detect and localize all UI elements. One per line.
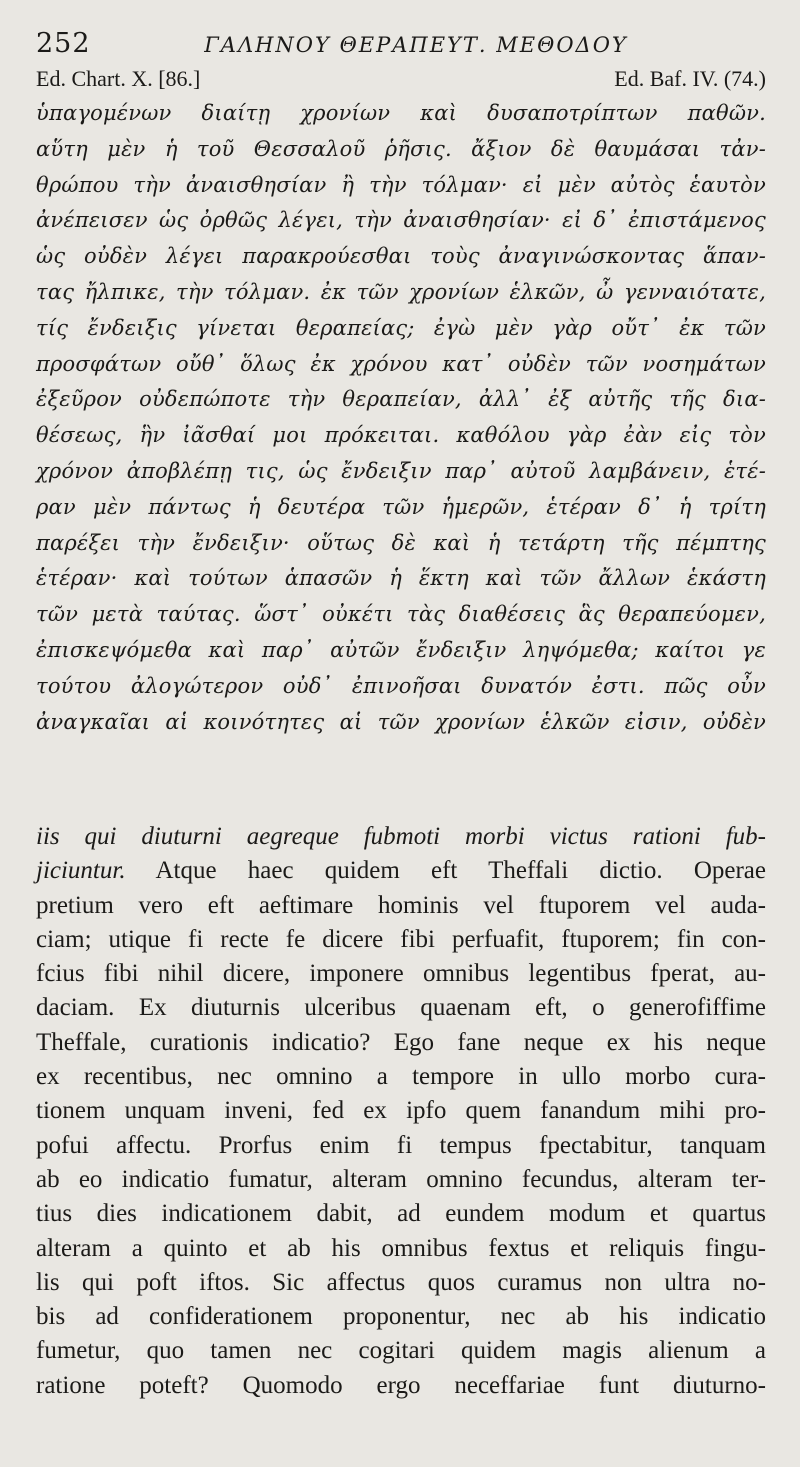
greek-text-line: ἐξεῦρον οὐδεπώποτε τὴν θεραπείαν, ἀλλ᾽ ἐξ αὐτῆς τῆς δια-: [36, 387, 766, 412]
latin-roman-segment: fumetur, quo tamen nec cogitari quidem magis alienum a: [36, 1337, 766, 1365]
greek-text-line: ραν μὲν πάντως ἡ δευτέρα τῶν ἡμερῶν, ἑτέραν δ᾽ ἡ τρίτη: [36, 494, 766, 519]
latin-text-line: [36, 1300, 766, 1334]
running-title: ΓΑΛΗΝΟΥ ΘΕΡΑΠΕΥΤ. ΜΕΘΟΔΟΥ: [204, 33, 628, 57]
latin-text-line: [36, 820, 766, 854]
latin-text-line: [36, 991, 766, 1025]
latin-roman-segment: ex recentibus, nec omnino a tempore in ullo morbo cura-: [36, 1063, 766, 1091]
greek-text-line: τῶν μετὰ ταύτας. ὥστ᾽ οὐκέτι τὰς διαθέσεις ἃς θεραπεύομεν,: [36, 602, 766, 627]
latin-text-line: [36, 1026, 766, 1060]
latin-roman-segment: alteram a quinto et ab his omnibus fextus et reliquis fingu-: [36, 1234, 766, 1262]
latin-roman-segment: daciam. Ex diuturnis ulceribus quaenam eft, o generofiffime: [36, 994, 766, 1022]
latin-roman-segment: ciam; utique fi recte fe dicere fibi perfuafit, ftuporem; fin con-: [36, 925, 766, 953]
greek-text-line: ὡς οὐδὲν λέγει παρακρούεσθαι τοὺς ἀναγινώσκοντας ἅπαν-: [36, 244, 766, 269]
latin-text-line: [36, 1232, 766, 1266]
greek-text-line: ἀναγκαῖαι αἱ κοινότητες αἱ τῶν χρονίων ἑλκῶν εἰσιν, οὐδὲν: [36, 709, 766, 734]
latin-roman-segment: ratione poteft? Quomodo ergo neceffariae funt diuturno-: [36, 1371, 766, 1399]
greek-text-line: θέσεως, ἣν ἰᾶσθαί μοι πρόκειται. καθόλου γὰρ ἐὰν εἰς τὸν: [36, 423, 766, 448]
latin-text-line: [36, 1060, 766, 1094]
greek-text-line: αὕτη μὲν ἡ τοῦ Θεσσαλοῦ ῥῆσις. ἄξιον δὲ θαυμάσαι τἀν-: [36, 136, 766, 161]
greek-text-line: ὑπαγομένων διαίτῃ χρονίων καὶ δυσαποτρίπτων παθῶν.: [36, 101, 766, 125]
latin-roman-segment: tius dies indicationem dabit, ad eundem modum et quartus: [36, 1200, 766, 1228]
latin-text-line: [36, 1334, 766, 1368]
latin-roman-segment: ab eo indicatio fumatur, alteram omnino fecundus, alteram ter-: [36, 1165, 766, 1193]
latin-text-line: [36, 1197, 766, 1231]
greek-text-line: τίς ἔνδειξις γίνεται θεραπείας; ἐγὼ μὲν γὰρ οὔτ᾽ ἐκ τῶν: [36, 315, 766, 340]
greek-text-line: τας ἤλπικε, τὴν τόλμαν. ἐκ τῶν χρονίων ἑλκῶν, ὦ γενναιότατε,: [36, 279, 766, 304]
running-head: [36, 28, 766, 64]
latin-translation-column: [36, 820, 766, 1403]
latin-text-line: [36, 1369, 766, 1403]
edition-references: [36, 64, 766, 94]
latin-roman-segment: Theffale, curationis indicatio? Ego fane neque ex his neque: [36, 1028, 766, 1056]
greek-text-line: χρόνον ἀποβλέπῃ τις, ὡς ἔνδειξιν παρ᾽ αὐτοῦ λαμβάνειν, ἑτέ-: [36, 458, 766, 483]
latin-italic-segment: iis qui diuturni aegreque fubmoti morbi victus rationi fub-: [36, 823, 766, 850]
greek-text-line: θρώπου τὴν ἀναισθησίαν ἢ τὴν τόλμαν· εἰ μὲν αὐτὸς ἑαυτὸν: [36, 172, 766, 197]
latin-text-line: [36, 1129, 766, 1163]
greek-text-line: προσφάτων οὔθ᾽ ὅλως ἐκ χρόνου κατ᾽ οὐδὲν τῶν νοσημάτων: [36, 351, 766, 376]
latin-roman-segment: pofui affectu. Prorfus enim fi tempus fpectabitur, tanquam: [36, 1131, 766, 1159]
greek-text-line: παρέξει τὴν ἔνδειξιν· οὕτως δὲ καὶ ἡ τετάρτη τῆς πέμπτης: [36, 530, 766, 555]
edition-chartier: Ed. Chart. X. [86.]: [36, 66, 201, 91]
page-number: 252: [36, 28, 91, 59]
latin-roman-segment: fcius fibi nihil dicere, imponere omnibus legentibus fperat, au-: [36, 960, 766, 988]
greek-text-line: τούτου ἀλογώτερον οὐδ᾽ ἐπινοῆσαι δυνατόν ἐστι. πῶς οὖν: [36, 673, 766, 698]
latin-roman-segment: Atque haec quidem eft Theffali dictio. Operae: [125, 857, 766, 885]
latin-text-line: [36, 1266, 766, 1300]
latin-roman-segment: tionem unquam inveni, fed ex ipfo quem fanandum mihi pro-: [36, 1097, 766, 1125]
latin-text-line: [36, 1094, 766, 1128]
latin-text-line: [36, 854, 766, 888]
latin-text-line: [36, 1163, 766, 1197]
latin-text-line: [36, 957, 766, 991]
latin-roman-segment: bis ad confiderationem proponentur, nec ab his indicatio: [36, 1303, 766, 1331]
greek-text-line: ἑτέραν· καὶ τούτων ἁπασῶν ἡ ἕκτη καὶ τῶν ἄλλων ἑκάστη: [36, 566, 766, 591]
latin-text-line: [36, 923, 766, 957]
greek-text-line: ἀνέπεισεν ὡς ὀρθῶς λέγει, τὴν ἀναισθησίαν· εἰ δ᾽ ἐπιστάμενος: [36, 208, 766, 233]
edition-basel: Ed. Baf. IV. (74.): [614, 66, 766, 91]
latin-roman-segment: pretium vero eft aeftimare hominis vel ftuporem vel auda-: [36, 891, 766, 919]
latin-text-line: [36, 889, 766, 923]
latin-roman-segment: lis qui poft iftos. Sic affectus quos curamus non ultra no-: [36, 1268, 766, 1296]
latin-italic-segment: jiciuntur.: [36, 857, 126, 885]
greek-text-line: ἐπισκεψόμεθα καὶ παρ᾽ αὐτῶν ἔνδειξιν ληψόμεθα; καίτοι γε: [36, 637, 766, 662]
greek-text-column: [36, 96, 766, 740]
